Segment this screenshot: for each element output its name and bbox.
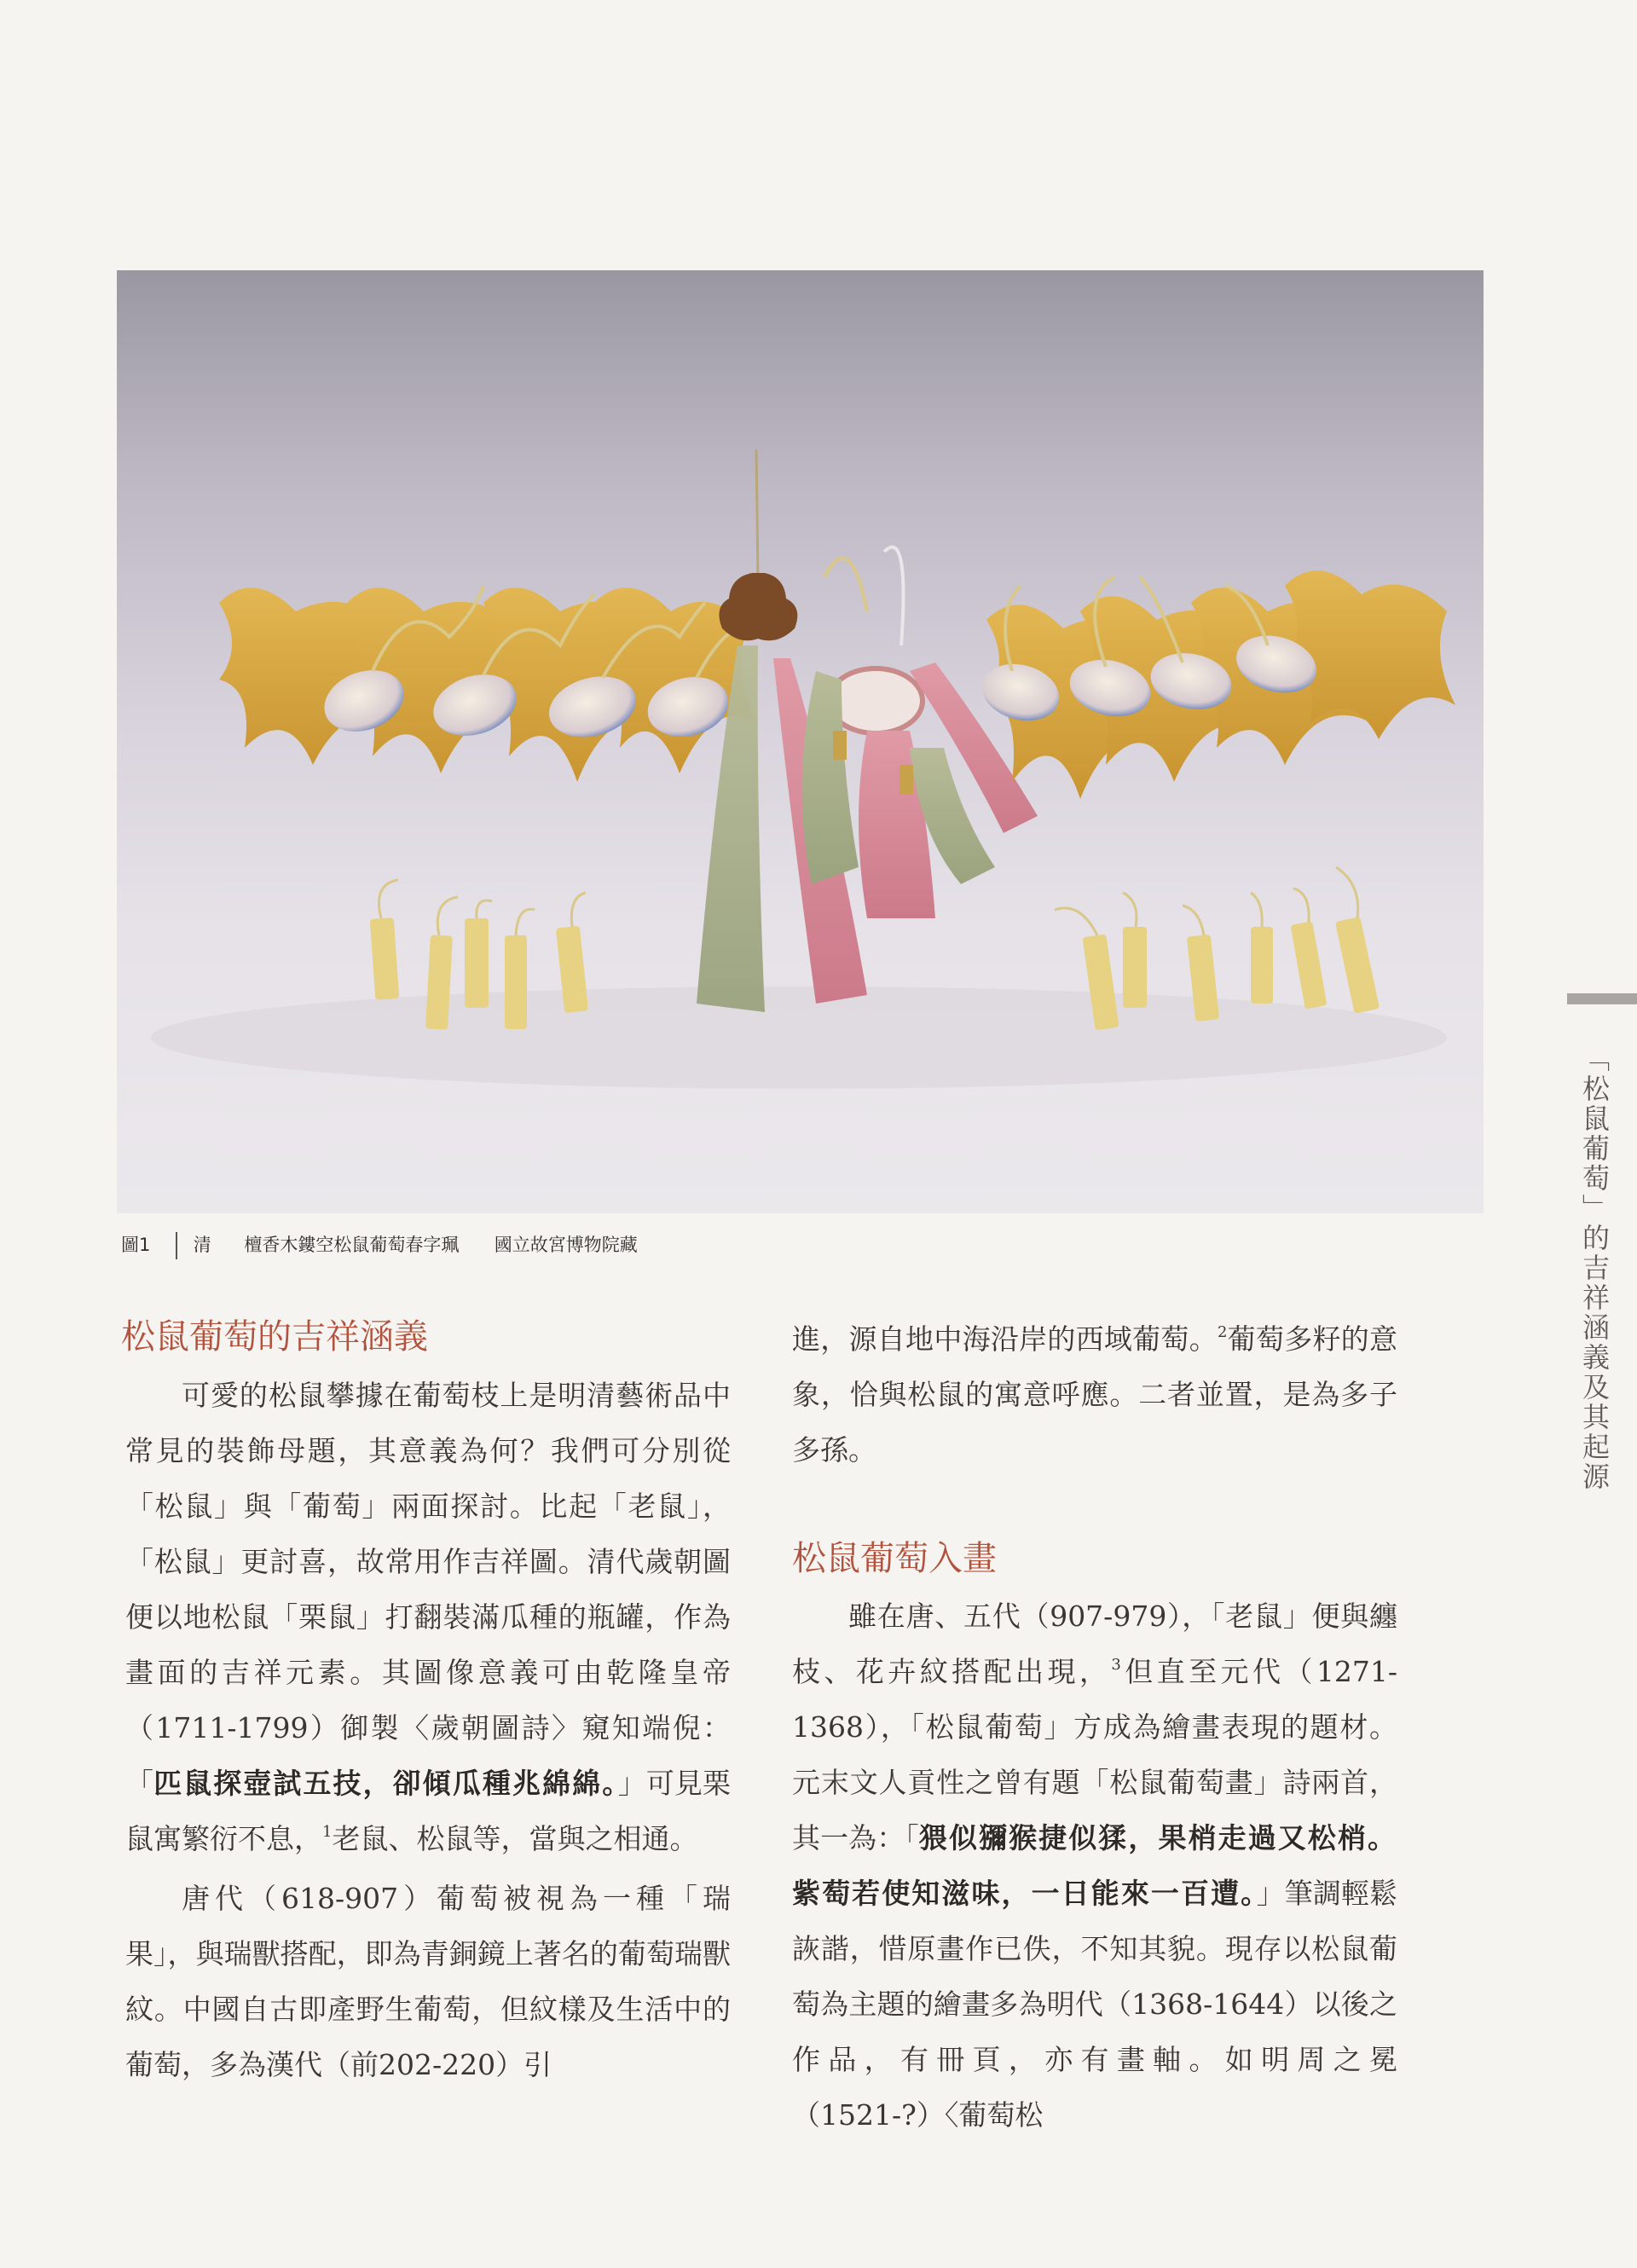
side-tab-marker [1567, 993, 1637, 1004]
right-label-tags [1055, 867, 1380, 1030]
footnote-ref-2: 2 [1217, 1323, 1228, 1341]
section-heading-auspicious-meaning: 松鼠葡萄的吉祥涵義 [121, 1317, 428, 1357]
left-paragraph-2: 唐代（618-907）葡萄被視為一種「瑞果」，與瑞獸搭配，即為青銅鏡上著名的葡萄瑞獸紋。中國自古即產野生葡萄，但紋樣及生活中的葡萄，多為漢代（前202-220）引 [125, 1882, 731, 2081]
caption-divider [176, 1232, 177, 1259]
right-tassel-group [975, 570, 1455, 799]
right-paragraph-continued: 進，源自地中海沿岸的西域葡萄。$^2$葡萄多籽的意象，恰與松鼠的寓意呼應。二者並置，是為多子多孫。 [792, 1322, 1398, 1467]
right-column-text [792, 1588, 1397, 2143]
section-heading-into-painting: 松鼠葡萄入畫 [792, 1539, 997, 1578]
figure-collection: 國立故宮博物院藏 [494, 1235, 638, 1255]
left-column-text [125, 1368, 731, 2092]
gong-xingzhi-poem-quote: 猥似獼猴捷似猱，果梢走過又松梢。紫萄若使知滋味，一日能來一百遭。 [792, 1821, 1397, 1910]
figure-label: 圖1 [121, 1235, 151, 1255]
figure-dynasty: 清 [193, 1235, 211, 1255]
left-tassel-group [219, 586, 782, 782]
qianlong-poem-quote: 匹鼠探壺試五技，卻傾瓜種兆綿綿。 [153, 1767, 618, 1800]
footnote-ref-3: 3 [1111, 1656, 1121, 1674]
right-paragraph-1: 雖在唐、五代（907-979），「老鼠」便與纏枝、花卉紋搭配出現，$^3$但直至元代（1271-1368），「松鼠葡萄」方成為繪畫表現的題材。元末文人貢性之曾有題「松鼠葡萄畫」詩兩首，其一為：「猥似獼猴捷似猱，果梢走過又松梢。紫萄若使知滋味，一日能來一百遭。」筆調輕鬆詼諧，惜原畫作已佚，不知其貌。現存以松鼠葡萄為主題的繪畫多為明代（1368-1644）以後之作品，有冊頁，亦有畫軸。如明周之冕（1521-?）〈葡萄松 [792, 1600, 1398, 2132]
left-paragraph-1: 可愛的松鼠攀據在葡萄枝上是明清藝術品中常見的裝飾母題，其意義為何？我們可分別從「松鼠」與「葡萄」兩面探討。比起「老鼠」，「松鼠」更討喜，故常用作吉祥圖。清代歲朝圖便以地松鼠「栗鼠」打翻裝滿瓜種的瓶罐，作為畫面的吉祥元素。其圖像意義可由乾隆皇帝（1711-1799）御製〈歲朝圖詩〉窺知端倪：「匹鼠探壺試五技，卻傾瓜種兆綿綿。」可見栗鼠寓繁衍不息，$^1$老鼠、松鼠等，當與之相通。 [125, 1379, 732, 1855]
footnote-ref-1: 1 [322, 1823, 333, 1841]
figure-caption [121, 1232, 638, 1258]
central-ornament [697, 449, 1038, 1012]
figure-title: 檀香木鏤空松鼠葡萄春字珮 [244, 1235, 460, 1255]
side-running-title: 「松鼠葡萄」的吉祥涵義及其起源 [1578, 1044, 1611, 1492]
artifact-illustration [117, 270, 1484, 1213]
artifact-photo [117, 270, 1484, 1213]
right-column-continuation [792, 1311, 1397, 1478]
